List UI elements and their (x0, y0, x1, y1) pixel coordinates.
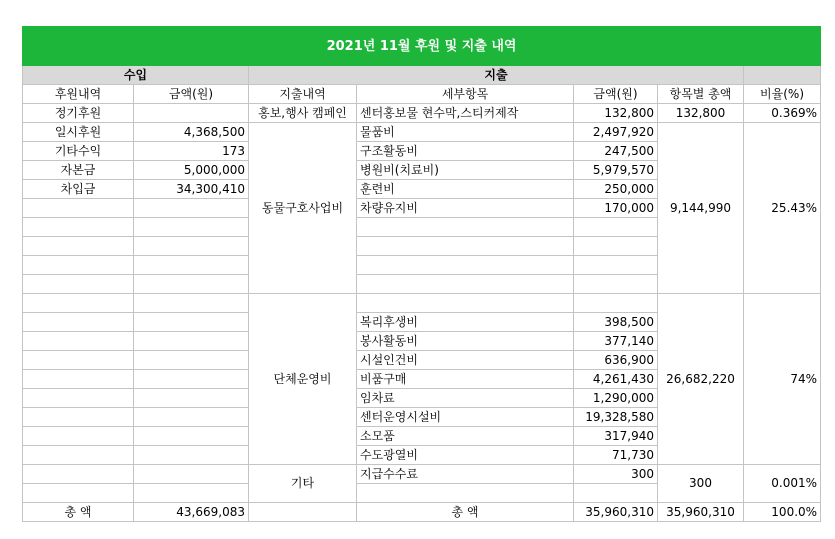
header-expense-subtotal: 항목별 총액 (658, 85, 744, 104)
table-row (23, 465, 821, 484)
expense-item-amount: 250,000 (574, 180, 658, 199)
totals-row (23, 503, 821, 522)
expense-total-ratio: 100.0% (744, 503, 821, 522)
empty-cell (357, 275, 574, 294)
header-income-amount: 금액(원) (134, 85, 249, 104)
header-expense-ratio: 비율(%) (744, 85, 821, 104)
empty-cell (574, 275, 658, 294)
empty-cell (134, 389, 249, 408)
expense-item-label: 지급수수료 (357, 465, 574, 484)
expense-item-amount: 247,500 (574, 142, 658, 161)
empty-cell (134, 199, 249, 218)
income-label: 일시후원 (23, 123, 134, 142)
empty-cell (23, 427, 134, 446)
empty-cell (23, 199, 134, 218)
empty-cell (23, 294, 134, 313)
donation-expense-table (22, 26, 821, 522)
expense-group-ratio: 0.369% (744, 104, 821, 123)
empty-cell (357, 237, 574, 256)
empty-cell (134, 446, 249, 465)
empty-cell (23, 446, 134, 465)
empty-cell (23, 370, 134, 389)
empty-cell (134, 218, 249, 237)
table-row (23, 294, 821, 313)
expense-item-label: 병원비(치료비) (357, 161, 574, 180)
expense-item-label: 구조활동비 (357, 142, 574, 161)
empty-cell (574, 218, 658, 237)
expense-group-name: 기타 (249, 465, 357, 503)
empty-cell (134, 237, 249, 256)
expense-total-amount: 35,960,310 (574, 503, 658, 522)
income-label: 정기후원 (23, 104, 134, 123)
expense-section-header: 지출 (249, 66, 744, 85)
expense-item-amount: 170,000 (574, 199, 658, 218)
empty-cell (134, 313, 249, 332)
income-amount: 34,300,410 (134, 180, 249, 199)
income-total-amount: 43,669,083 (134, 503, 249, 522)
empty-cell (23, 218, 134, 237)
income-total-label: 총 액 (23, 503, 134, 522)
header-income-type: 후원내역 (23, 85, 134, 104)
expense-group-name: 단체운영비 (249, 294, 357, 465)
expense-group-ratio: 0.001% (744, 465, 821, 503)
header-expense-type: 지출내역 (249, 85, 357, 104)
empty-cell (134, 351, 249, 370)
expense-item-amount: 132,800 (574, 104, 658, 123)
expense-total-label: 총 액 (357, 503, 574, 522)
expense-item-amount: 71,730 (574, 446, 658, 465)
income-amount: 4,368,500 (134, 123, 249, 142)
income-amount: 173 (134, 142, 249, 161)
expense-item-amount: 4,261,430 (574, 370, 658, 389)
expense-item-label: 수도광열비 (357, 446, 574, 465)
empty-cell (23, 465, 134, 484)
expense-item-label: 복리후생비 (357, 313, 574, 332)
empty-cell (357, 484, 574, 503)
empty-cell (134, 484, 249, 503)
expense-group-subtotal: 26,682,220 (658, 294, 744, 465)
empty-cell (134, 294, 249, 313)
expense-item-amount: 377,140 (574, 332, 658, 351)
empty-cell (23, 332, 134, 351)
expense-group-ratio: 74% (744, 294, 821, 465)
income-label: 자본금 (23, 161, 134, 180)
expense-group-subtotal: 132,800 (658, 104, 744, 123)
expense-item-label: 임차료 (357, 389, 574, 408)
empty-cell (134, 408, 249, 427)
header-expense-amount: 금액(원) (574, 85, 658, 104)
expense-item-label: 센터홍보물 현수막,스티커제작 (357, 104, 574, 123)
expense-item-label: 센터운영시설비 (357, 408, 574, 427)
expense-item-label: 차량유지비 (357, 199, 574, 218)
expense-group-ratio: 25.43% (744, 123, 821, 294)
empty-cell (574, 294, 658, 313)
income-amount: 5,000,000 (134, 161, 249, 180)
expense-item-amount: 2,497,920 (574, 123, 658, 142)
expense-group-subtotal: 9,144,990 (658, 123, 744, 294)
empty-cell (23, 237, 134, 256)
empty-cell (23, 313, 134, 332)
expense-item-amount: 300 (574, 465, 658, 484)
header-expense-detail: 세부항목 (357, 85, 574, 104)
column-header-row (23, 85, 821, 104)
empty-cell (357, 294, 574, 313)
empty-cell (23, 351, 134, 370)
empty-cell (23, 484, 134, 503)
empty-cell (357, 218, 574, 237)
empty-cell (23, 275, 134, 294)
table-row (23, 123, 821, 142)
empty-cell (134, 465, 249, 484)
income-label: 기타수익 (23, 142, 134, 161)
section-header-row (23, 66, 821, 85)
table-row (23, 104, 821, 123)
title-row (23, 27, 821, 66)
expense-total-subtotal: 35,960,310 (658, 503, 744, 522)
expense-item-amount: 317,940 (574, 427, 658, 446)
expense-item-amount: 19,328,580 (574, 408, 658, 427)
section-header-blank (744, 66, 821, 85)
expense-item-amount: 5,979,570 (574, 161, 658, 180)
expense-group-name: 홍보,행사 캠페인 (249, 104, 357, 123)
empty-cell (574, 256, 658, 275)
empty-cell (249, 503, 357, 522)
empty-cell (134, 370, 249, 389)
expense-item-label: 소모품 (357, 427, 574, 446)
expense-item-label: 물품비 (357, 123, 574, 142)
empty-cell (574, 484, 658, 503)
empty-cell (134, 427, 249, 446)
empty-cell (357, 256, 574, 275)
empty-cell (134, 256, 249, 275)
report-title: 2021년 11월 후원 및 지출 내역 (23, 27, 821, 66)
expense-item-amount: 636,900 (574, 351, 658, 370)
empty-cell (134, 332, 249, 351)
expense-item-label: 훈련비 (357, 180, 574, 199)
expense-group-subtotal: 300 (658, 465, 744, 503)
empty-cell (134, 275, 249, 294)
expense-item-amount: 398,500 (574, 313, 658, 332)
income-amount (134, 104, 249, 123)
expense-group-name: 동물구호사업비 (249, 123, 357, 294)
empty-cell (23, 389, 134, 408)
empty-cell (574, 237, 658, 256)
expense-item-label: 비품구매 (357, 370, 574, 389)
empty-cell (23, 256, 134, 275)
income-label: 차입금 (23, 180, 134, 199)
income-section-header: 수입 (23, 66, 249, 85)
empty-cell (23, 408, 134, 427)
expense-item-label: 봉사활동비 (357, 332, 574, 351)
expense-item-label: 시설인건비 (357, 351, 574, 370)
expense-item-amount: 1,290,000 (574, 389, 658, 408)
